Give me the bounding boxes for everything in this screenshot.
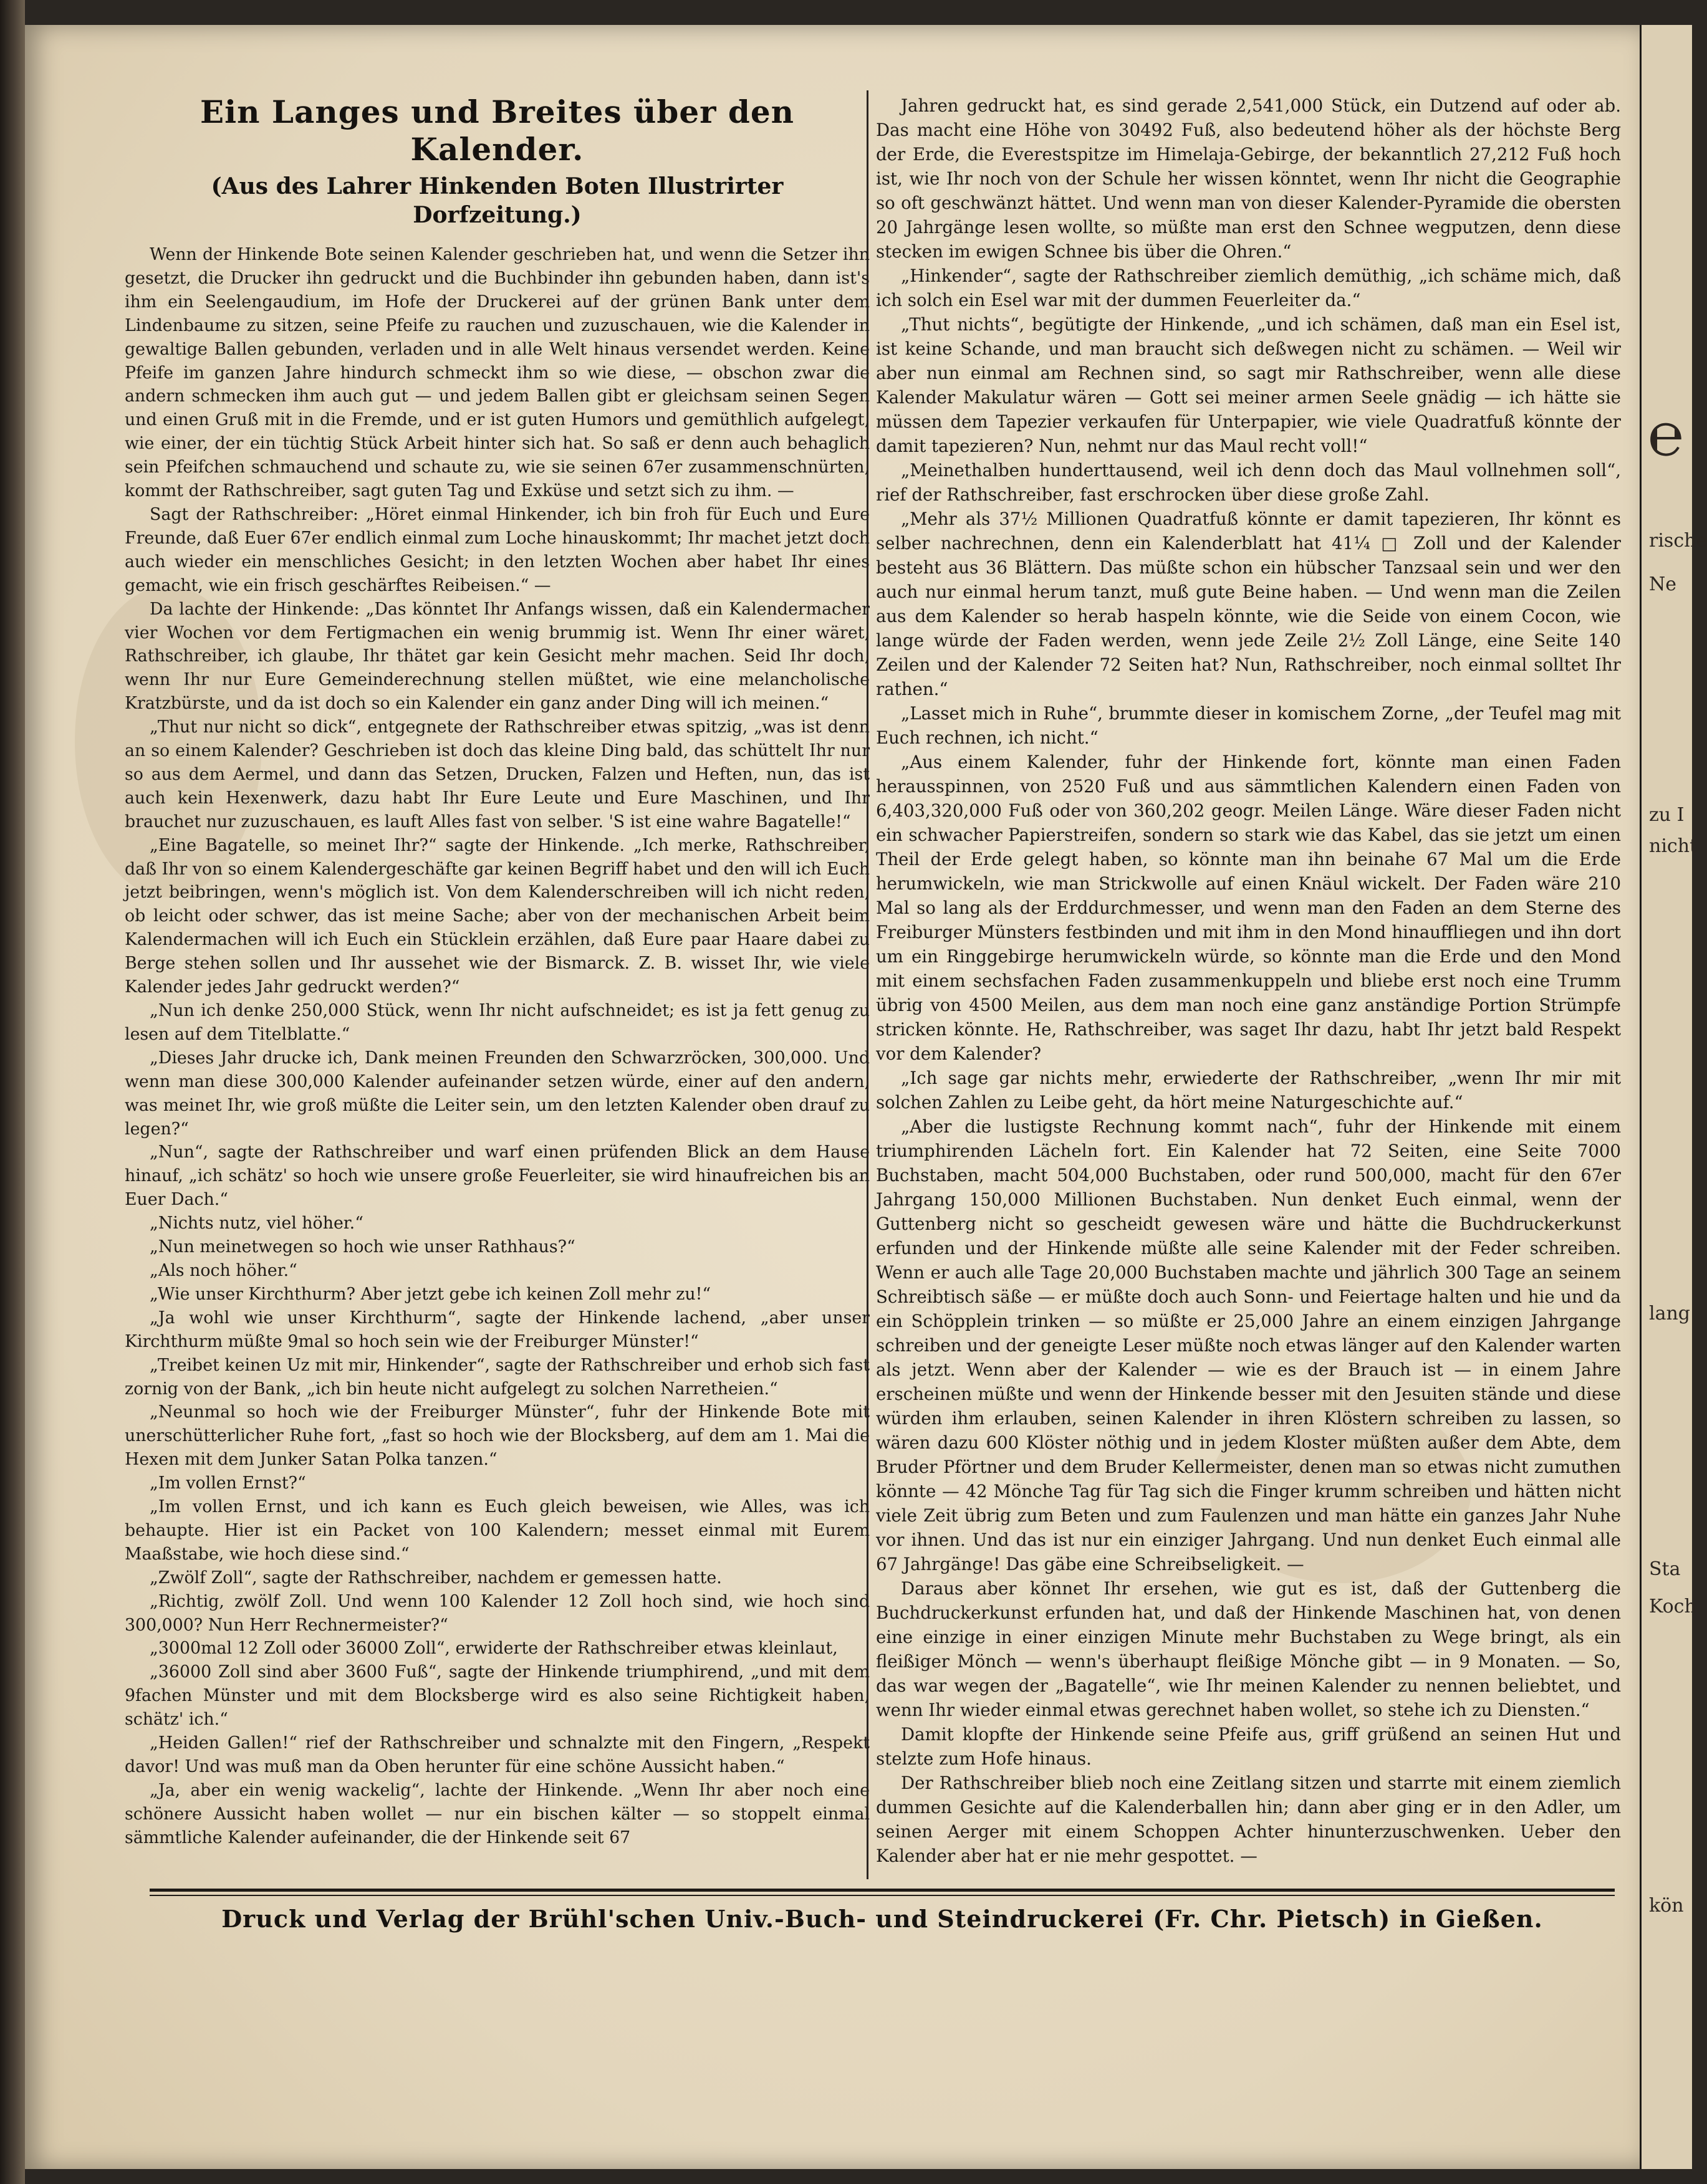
article-paragraph: Damit klopfte der Hinkende seine Pfeife aus, griff grüßend an seinen Hut und stelzte zum Hofe hinaus. [876,1724,1621,1769]
article-paragraph: Der Rathschreiber blieb noch eine Zeitlang sitzen und starrte mit einem ziemlich dummen Gesichte auf die Kalenderballen hin; dann aber ging er in den Adler, um seinen Aerger mit einem Schoppen Achter hinunterzuschwenken. Ueber den Kalender aber hat er nie mehr gespottet. — [876,1773,1621,1866]
article-paragraph: Wenn der Hinkende Bote seinen Kalender geschrieben hat, und wenn die Setzer ihn gesetzt, die Drucker ihn gedruckt und die Buchbinder ihn gebunden haben, dann ist's ihm ein Seelengaudium, im Hofe der Druckerei auf der grünen Bank unter dem Lindenbaume zu sitzen, seine Pfeife zu rauchen und zuzuschauen, wie die Kalender in gewaltige Ballen gebunden, verladen und in alle Welt hinaus versendet werden. Keine Pfeife im ganzen Jahre hindurch schmeckt ihm so wie diese, — obschon zwar die andern schmecken ihm auch gut — und jedem Ballen gibt er gleichsam seinen Segen und einen Gruß mit in die Fremde, und er ist guten Humors und gemüthlich aufgelegt, wie einer, der ein tüchtig Stück Arbeit hinter sich hat. So saß er denn auch behaglich sein Pfeifchen schmauchend und schaute zu, wie sie seinen 67er zusammenschnürten, kommt der Rathschreiber, sagt guten Tag und Exküse und setzt sich zu ihm. — [125,245,870,501]
adjacent-page-fragment: Koch [1649,1596,1696,1617]
article-paragraph: „Aber die lustigste Rechnung kommt nach“, fuhr der Hinkende mit einem triumphirenden Lächeln fort. Ein Kalender hat 72 Seiten, eine Seite 7000 Buchstaben, macht 504,000 Buchstaben, oder rund 500,000, macht für den 67er Jahrgang 150,000 Millionen Buchstaben. Nun denket Euch einmal, wenn der Guttenberg nicht so gescheidt gewesen wäre und hätte die Buchdruckerkunst erfunden und der Hinkende müßte alle seine Kalender mit der Feder schreiben. Wenn er auch alle Tage 20,000 Buchstaben machte und jährlich 300 Tage an seinem Schreibtisch säße — er müßte doch auch Sonn- und Feiertage halten und hie und da ein Schöpplein trinken — so müßte er 25,000 Jahre an einem einzigen Jahrgange schreiben und der geneigte Leser müßte noch etwas länger auf den Kalender warten als jetzt. Wenn aber der Kalender — wie es der Brauch ist — in einem Jahre erscheinen müßte und wenn der Hinkende besser mit den Jesuiten stände und diese würden ihm erlauben, seinen Kalender in ihren Klöstern schreiben zu lassen, so wären dazu 600 Klöster nöthig und in jedem Kloster müßten außer dem Abte, dem Bruder Pförtner und dem Bruder Kellermeister, denen man so etwas nicht zumuthen könnte — 42 Mönche Tag für Tag sich die Finger krumm schreiben und hätten nicht viele Zeit übrig zum Beten und zum Faulenzen und man hätte ein ganzes Jahr Nuhe vor ihnen. Und das ist nur ein einziger Jahrgang. Und nun denket Euch einmal alle 67 Jahrgänge! Das gäbe eine Schreibseligkeit. — [876,1116,1621,1574]
article-paragraph: „Nun meinetwegen so hoch wie unser Rathhaus?“ [150,1237,575,1257]
article-paragraph: „Lasset mich in Ruhe“, brummte dieser in komischem Zorne, „der Teufel mag mit Euch rechnen, ich nicht.“ [876,703,1621,748]
article-paragraph: „Aus einem Kalender, fuhr der Hinkende fort, könnte man einen Faden herausspinnen, von 2520 Fuß und aus sämmtlichen Kalendern einen Faden von 6,403,320,000 Fuß oder von 360,202 geogr. Meilen Länge. Wäre dieser Faden nicht ein schwacher Papierstreifen, sondern so stark wie das Kabel, das sie jetzt um einen Theil der Erde gelegt haben, so könnte man ihn beinahe 67 Mal um die Erde herumwickeln, wie man Strickwolle auf einen Knäul wickelt. Der Faden wäre 210 Mal so lang als der Erddurchmesser, und wenn man den Faden an dem Sterne des Freiburger Münsters festbinden und mit ihm in den Mond hinauffliegen und ihn dort um ein Ringgebirge herumwickeln würde, so könnte man die Erde und den Mond mit einem sechsfachen Faden zusammenkuppeln und bliebe erst noch eine Trumm übrig von 4500 Meilen, aus dem man noch eine ganz anständige Portion Strümpfe stricken könnte. He, Rathschreiber, was saget Ihr dazu, habt Ihr jetzt bald Respekt vor dem Kalender? [876,752,1621,1064]
article-paragraph: „Thut nur nicht so dick“, entgegnete der Rathschreiber etwas spitzig, „was ist denn an so einem Kalender? Geschrieben ist doch das kleine Ding bald, das schüttelt Ihr nur so aus dem Aermel, und dann das Setzen, Drucken, Falzen und Heften, nun, das ist auch kein Hexenwerk, dazu habt Ihr Eure Leute und Eure Maschinen, und Ihr brauchet nur zuzuschauen, es lauft Alles fast von selber. 'S ist eine wahre Bagatelle!“ [125,717,870,831]
article-paragraph: „Hinkender“, sagte der Rathschreiber ziemlich demüthig, „ich schäme mich, daß ich solch ein Esel war mit der dummen Feuerleiter da.“ [876,266,1621,310]
adjacent-page-fragment: rische [1649,530,1707,552]
article-paragraph: „Ja wohl wie unser Kirchthurm“, sagte der Hinkende lachend, „aber unser Kirchthurm müßte 9mal so hoch sein wie der Freiburger Münster!“ [125,1308,870,1351]
article-paragraph: „Meinethalben hunderttausend, weil ich denn doch das Maul vollnehmen soll“, rief der Rathschreiber, fast erschrocken über diese große Zahl. [876,460,1621,505]
adjacent-page-fragment: nicht [1649,835,1698,857]
article-paragraph: „Thut nichts“, begütigte der Hinkende, „und ich schämen, daß man ein Esel ist, ist keine Schande, und man braucht sich deßwegen nicht zu schämen. — Weil wir aber nun einmal am Rechnen sind, so sagt mir Rathschreiber, wenn alle diese Kalender Makulatur wären — Gott sei meiner armen Seele gnädig — ich hätte sie müssen dem Tapezier verkaufen für Unterpapier, wie viele Quadratfuß könnte der damit tapezieren? Nun, nehmt nur das Maul recht voll!“ [876,314,1621,456]
article-paragraph: „Richtig, zwölf Zoll. Und wenn 100 Kalender 12 Zoll hoch sind, wie hoch sind 300,000? Nun Herr Rechnermeister?“ [125,1591,870,1635]
book-spine [0,0,25,2184]
footer-rule [150,1889,1615,1892]
article-paragraph: „Dieses Jahr drucke ich, Dank meinen Freunden den Schwarzröcken, 300,000. Und wenn man diese 300,000 Kalender aufeinander setzen würde, einer auf den andern, was meinet Ihr, wie groß müßte die Leiter sein, um den letzten Kalender oben drauf zu legen?“ [125,1048,870,1139]
footer-rule [150,1895,1615,1896]
adjacent-page-fragment: zu I [1649,804,1685,826]
article-title: Ein Langes und Breites über den Kalender. [200,93,795,168]
article-paragraph: „Wie unser Kirchthurm? Aber jetzt gebe ich keinen Zoll mehr zu!“ [150,1284,711,1304]
article-paragraph: „Im vollen Ernst, und ich kann es Euch gleich beweisen, wie Alles, was ich behaupte. Hier ist ein Packet von 100 Kalendern; messet einmal mit Eurem Maaßstabe, wie hoch diese sind.“ [125,1497,870,1564]
article-paragraph: Daraus aber könnet Ihr ersehen, wie gut es ist, daß der Guttenberg die Buchdruckerkunst erfunden hat, und daß der Hinkende Maschinen hat, von denen eine einzige in einer einzigen Minute mehr Buchstaben zu Wege bringt, als ein fleißiger Mönch — wenn's überhaupt fleißige Mönche gibt — in 9 Monaten. — So, das war wegen der „Bagatelle“, wie Ihr meinen Kalender zu nennen beliebtet, und wenn Ihr wieder einmal etwas gerechnet haben wollet, so stehe ich zu Diensten.“ [876,1578,1621,1720]
article-paragraph: „Ja, aber ein wenig wackelig“, lachte der Hinkende. „Wenn Ihr aber noch eine schönere Aussicht haben wollet — nur ein bischen kälter — so stoppelt einmal sämmtliche Kalender aufeinander, die der Hinkende seit 67 [125,1780,870,1847]
right-column-body [876,93,1621,1868]
article-paragraph: „Nun“, sagte der Rathschreiber und warf einen prüfenden Blick an dem Hause hinauf, „ich schätz' so hoch wie unsere große Feuerleiter, sie wird hinaufreichen bis an Euer Dach.“ [125,1142,870,1210]
article-paragraph: „Ich sage gar nichts mehr, erwiederte der Rathschreiber, „wenn Ihr mir mit solchen Zahlen zu Leibe geht, da hört meine Naturgeschichte auf.“ [876,1068,1621,1113]
article-paragraph: „Neunmal so hoch wie der Freiburger Münster“, fuhr der Hinkende Bote mit unerschütterlicher Ruhe fort, „fast so hoch wie der Blocksberg, auf dem am 1. Mai die Hexen mit dem Junker Satan Polka tanzen.“ [125,1402,870,1470]
adjacent-page-fragment: Ne [1649,573,1677,595]
article-subtitle: (Aus des Lahrer Hinkenden Boten Illustrirter Dorfzeitung.) [211,173,784,228]
adjacent-page-fragment: kön [1649,1895,1684,1917]
article-paragraph: „Mehr als 37½ Millionen Quadratfuß könnte er damit tapezieren, Ihr könnt es selber nachrechnen, denn ein Kalenderblatt hat 41¼ □ Zoll und der Kalender besteht aus 36 Blättern. Das müßte schon ein hübscher Tanzsaal sein und wer den auch nur einmal herum tanzt, muß gute Beine haben. — Und wenn man die Zeilen aus dem Kalender so herab haspeln könnte, wie die Seide von einem Cocon, wie lange würde der Faden werden, wenn jede Zeile 2½ Zoll Länge, eine Seite 140 Zeilen und der Kalender 72 Seiten hat? Nun, Rathschreiber, noch einmal solltet Ihr rathen.“ [876,509,1621,699]
right-column [876,93,1621,1868]
article-paragraph: „Zwölf Zoll“, sagte der Rathschreiber, nachdem er gemessen hatte. [150,1568,722,1588]
printer-imprint: Druck und Verlag der Brühl'schen Univ.-Buch- und Steindruckerei (Fr. Chr. Pietsch) in Gießen. [221,1905,1543,1933]
article-paragraph: „Nichts nutz, viel höher.“ [150,1214,363,1233]
left-column-body [125,243,870,1850]
article-paragraph: „Eine Bagatelle, so meinet Ihr?“ sagte der Hinkende. „Ich merke, Rathschreiber, daß Ihr von so einem Kalendergeschäfte gar keinen Begriff habet und den will ich Euch jetzt beibringen, wenn's möglich ist. Von dem Kalenderschreiben will ich nicht reden, ob leicht oder schwer, das ist meine Sache; aber von der mechanischen Arbeit beim Kalendermachen will ich Euch ein Stücklein erzählen, daß Eure paar Haare dabei zu Berge stehen sollen und Ihr aussehet wie der Bismarck. Z. B. wisset Ihr, wie viele Kalender jedes Jahr gedruckt werden?“ [125,835,870,997]
article-paragraph: „3000mal 12 Zoll oder 36000 Zoll“, erwiderte der Rathschreiber etwas kleinlaut, [150,1639,838,1659]
article-paragraph: „Nun ich denke 250,000 Stück, wenn Ihr nicht aufschneidet; es ist ja fett genug zu lesen auf dem Titelblatte.“ [125,1001,870,1044]
adjacent-page-fragment: lang [1649,1303,1691,1324]
article-paragraph: „36000 Zoll sind aber 3600 Fuß“, sagte der Hinkende triumphirend, „und mit dem 9fachen Münster und mit dem Blocksberge wird es also seine Richtigkeit haben, schätz' ich.“ [125,1662,870,1730]
adjacent-page-edge [1640,25,1707,2169]
left-column [125,93,870,1850]
article-paragraph: Da lachte der Hinkende: „Das könntet Ihr Anfangs wissen, daß ein Kalendermacher vier Wochen vor dem Fertigmachen ein wenig brummig ist. Wenn Ihr einer wäret, Rathschreiber, ich glaube, Ihr thätet gar kein Gesicht mehr machen. Seid Ihr doch, wenn Ihr nur Eure Gemeinderechnung stellen müßtet, wie eine melancholische Kratzbürste, und da ist doch so ein Kalender ein ganz ander Ding will ich meinen.“ [125,599,870,714]
article-paragraph: „Im vollen Ernst?“ [150,1473,306,1493]
article-paragraph: „Treibet keinen Uz mit mir, Hinkender“, sagte der Rathschreiber und erhob sich fast zornig von der Bank, „ich bin heute nicht aufgelegt zu solchen Narretheien.“ [125,1355,870,1399]
article-paragraph: Sagt der Rathschreiber: „Höret einmal Hinkender, ich bin froh für Euch und Eure Freunde, daß Euer 67er endlich einmal zum Loche hinauskommt; Ihr machet jetzt doch auch wieder ein menschliches Gesicht; in den letzten Wochen aber habet Ihr eines gemacht, wie ein frisch geschärftes Reibeisen.“ — [125,504,870,595]
adjacent-page-fragment: Sta [1649,1558,1681,1580]
adjacent-page-mark: ℮ [1648,399,1684,469]
article-paragraph: Jahren gedruckt hat, es sind gerade 2,541,000 Stück, ein Dutzend auf oder ab. Das macht eine Höhe von 30492 Fuß, also bedeutend höher als der höchste Berg der Erde, die Everestspitze im Himelaja-Gebirge, der bekanntlich 27,212 Fuß hoch ist, wie Ihr noch von der Schule her wissen könntet, wenn Ihr nicht die Geographie so oft geschwänzt hättet. Und wenn man von dieser Kalender-Pyramide die obersten 20 Jahrgänge lesen wollte, so müßte man erst den Schnee wegputzen, denn diese stecken im ewigen Schnee bis über die Ohren.“ [876,95,1621,262]
article-paragraph: „Als noch höher.“ [150,1260,297,1280]
article-paragraph: „Heiden Gallen!“ rief der Rathschreiber und schnalzte mit den Fingern, „Respekt davor! Und was muß man da Oben herunter für eine schöne Aussicht haben.“ [125,1733,870,1776]
